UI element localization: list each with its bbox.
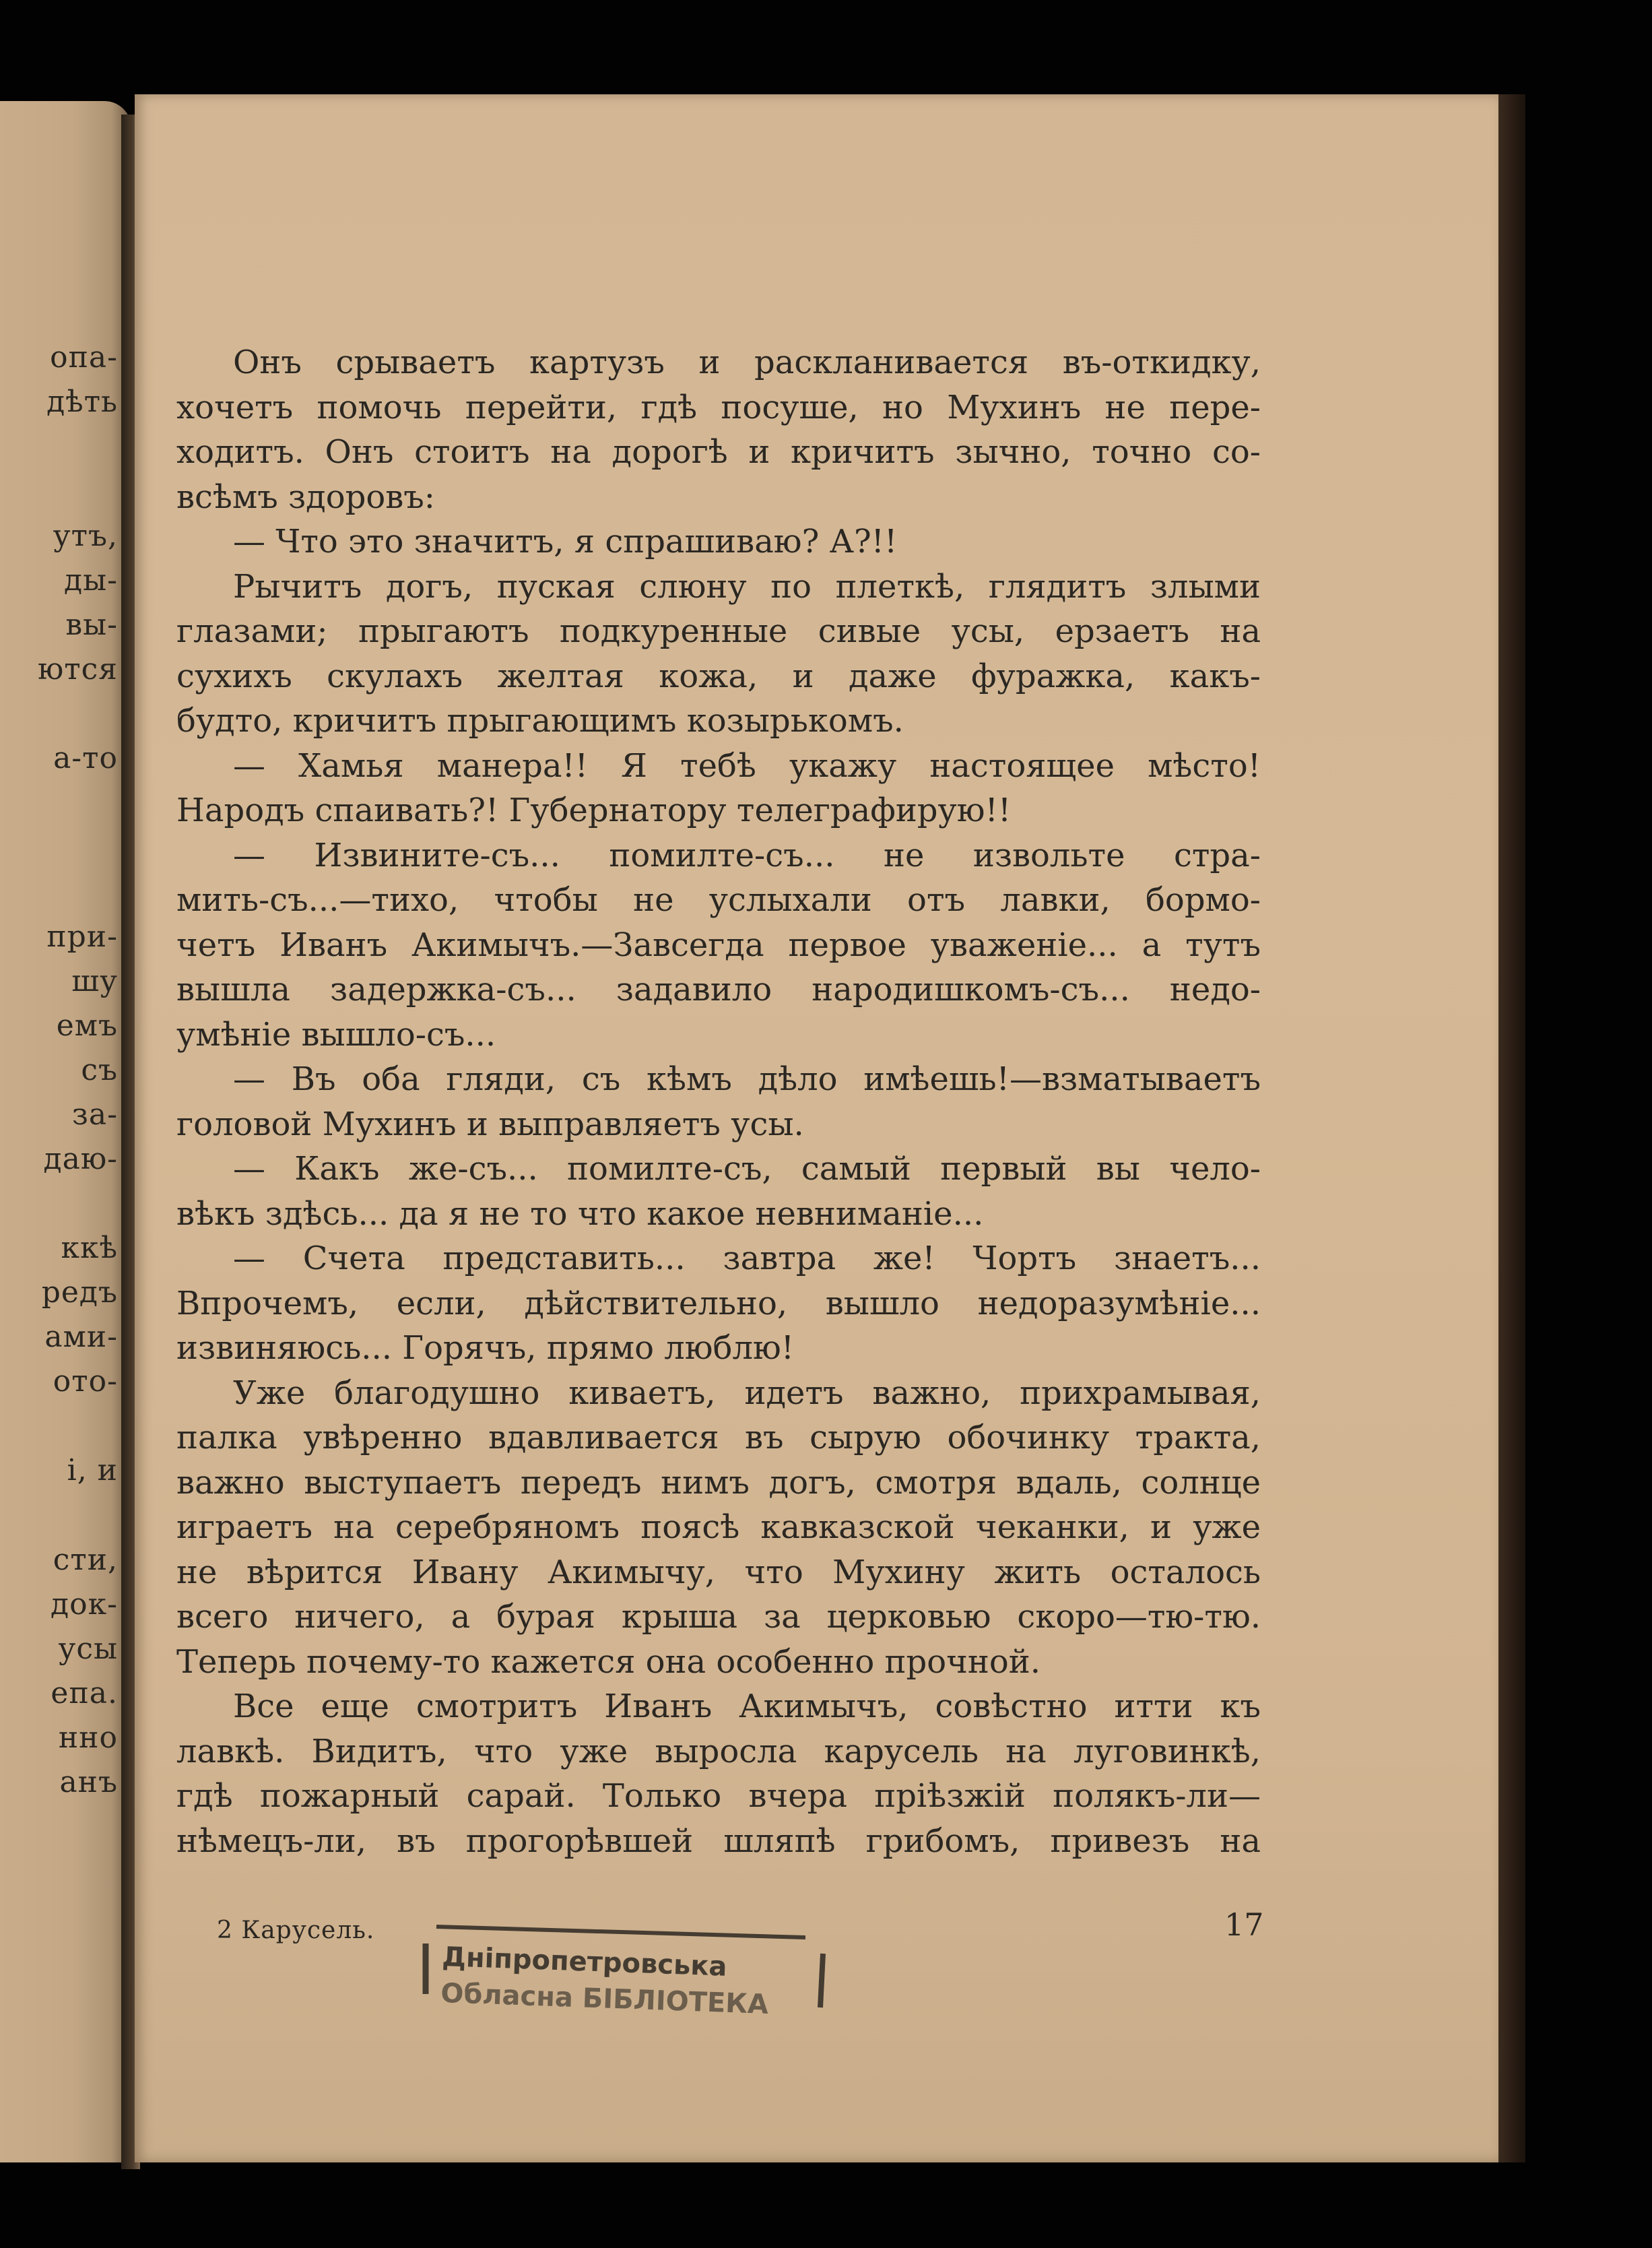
left-page-fragment: усы [58,1632,118,1666]
text-line: не вѣрится Ивану Акимычу, что Мухину жить осталось [176,1553,1261,1591]
text-line: глазами; прыгаютъ подкуренные сивые усы, ерзаетъ на [176,612,1261,650]
text-line: — Какъ же-съ... помилте-съ, самый первый вы чело- [233,1150,1261,1188]
text-line: — Счета представить... завтра же! Чортъ знаетъ... [233,1240,1261,1277]
left-page-fragment: док- [51,1587,118,1621]
text-line: головой Мухинъ и выправляетъ усы. [176,1105,804,1143]
left-page-fragment: редъ [41,1275,118,1310]
text-line: — Извините-съ... помилте-съ... не извольте стра- [233,836,1261,874]
left-page-fragment: вы- [65,608,118,642]
text-line: сухихъ скулахъ желтая кожа, и даже фуражка, какъ- [176,657,1261,695]
text-line: ходитъ. Онъ стоитъ на дорогѣ и кричитъ зычно, точно со- [176,433,1261,471]
text-line: Онъ срываетъ картузъ и раскланивается въ-откидку, [233,344,1261,381]
left-page-fragment: опа- [50,340,118,375]
text-line: извиняюсь... Горячъ, прямо люблю! [176,1329,795,1367]
left-page-fragment: шу [71,964,118,998]
text-line: Теперь почему-то кажется она особенно прочной. [176,1642,1041,1681]
text-line: будто, кричитъ прыгающимъ козырькомъ. [176,702,904,740]
left-page-fragment: ото- [53,1364,118,1399]
stamp-line-2: Обласна БІБЛІОТЕКА [440,1978,769,2020]
text-line: гдѣ пожарный сарай. Только вчера пріѣзжій полякъ-ли— [176,1777,1261,1815]
text-line: мить-съ...—тихо, чтобы не услыхали отъ лавки, бормо- [176,881,1261,919]
left-page-fragment: ются [37,652,118,686]
text-line: важно выступаетъ передъ нимъ догъ, смотря вдаль, солнце [176,1463,1261,1502]
stamp-line-1: Дніпропетровська [441,1941,728,1983]
text-line: вышла задержка-съ... задавило народишкомъ-съ... недо- [176,971,1261,1008]
text-line: всѣмъ здоровъ: [176,478,435,516]
left-page-fragment: і, и [67,1453,118,1487]
left-page-fragment: епа. [51,1676,118,1710]
left-page-fragment: при- [46,920,118,954]
left-page-fragment: съ [81,1053,118,1087]
text-line: всего ничего, а бурая крыша за церковью скоро—тю-тю. [176,1598,1261,1636]
text-line: умѣніе вышло-съ... [176,1015,496,1054]
text-line: Впрочемъ, если, дѣйствительно, вышло недоразумѣніе... [176,1284,1261,1322]
text-line: Все еще смотритъ Иванъ Акимычъ, совѣстно итти къ [233,1688,1261,1725]
text-line: четъ Иванъ Акимычъ.—Завсегда первое уваженіе... а тутъ [176,926,1261,964]
text-line: нѣмецъ-ли, въ прогорѣвшей шляпѣ грибомъ, привезъ на [176,1822,1261,1860]
left-page-fragment: ккѣ [61,1231,118,1265]
text-line: играетъ на серебряномъ поясѣ кавказской чеканки, и уже [176,1508,1261,1546]
left-page-fragment: даю- [43,1142,118,1176]
left-page-fragment: ды- [64,563,118,598]
left-page-fragment: дѣть [46,385,118,419]
left-page-fragment: сти, [53,1543,118,1577]
text-line: — Въ оба гляди, съ кѣмъ дѣло имѣешь!—взматываетъ [233,1060,1261,1098]
text-line: лавкѣ. Видитъ, что уже выросла карусель на луговинкѣ, [176,1732,1261,1770]
page-body-text [176,340,1261,1863]
signature-mark: 2 Карусель. [217,1917,375,1944]
text-line: Уже благодушно киваетъ, идетъ важно, прихрамывая, [233,1374,1261,1412]
library-stamp [422,1913,826,2021]
left-page-fragment: за- [71,1097,118,1132]
text-line: палка увѣренно вдавливается въ сырую обочинку тракта, [176,1419,1261,1456]
page-number: 17 [1224,1906,1264,1943]
left-page-fragment: ами- [44,1320,118,1354]
left-page-fragment: нно [58,1721,118,1755]
previous-page-fragment [0,101,131,2162]
text-line: вѣкъ здѣсь... да я не то что какое невниманіе... [176,1194,984,1233]
left-page-fragment: емъ [56,1008,118,1043]
left-page-fragment: анъ [59,1765,118,1799]
left-page-fragment: утъ, [53,519,118,553]
text-line: хочетъ помочь перейти, гдѣ посуше, но Мухинъ не пере- [176,388,1261,426]
left-page-fragment: а-то [53,741,118,775]
book-edge [1498,94,1525,2162]
text-line: Народъ спаивать?! Губернатору телеграфирую!! [176,792,1012,829]
text-line: Рычитъ догъ, пуская слюну по плеткѣ, глядитъ злыми [233,567,1261,606]
text-line: — Что это значитъ, я спрашиваю? А?!! [233,523,898,560]
text-line: — Хамья манера!! Я тебѣ укажу настоящее мѣсто! [233,746,1261,785]
